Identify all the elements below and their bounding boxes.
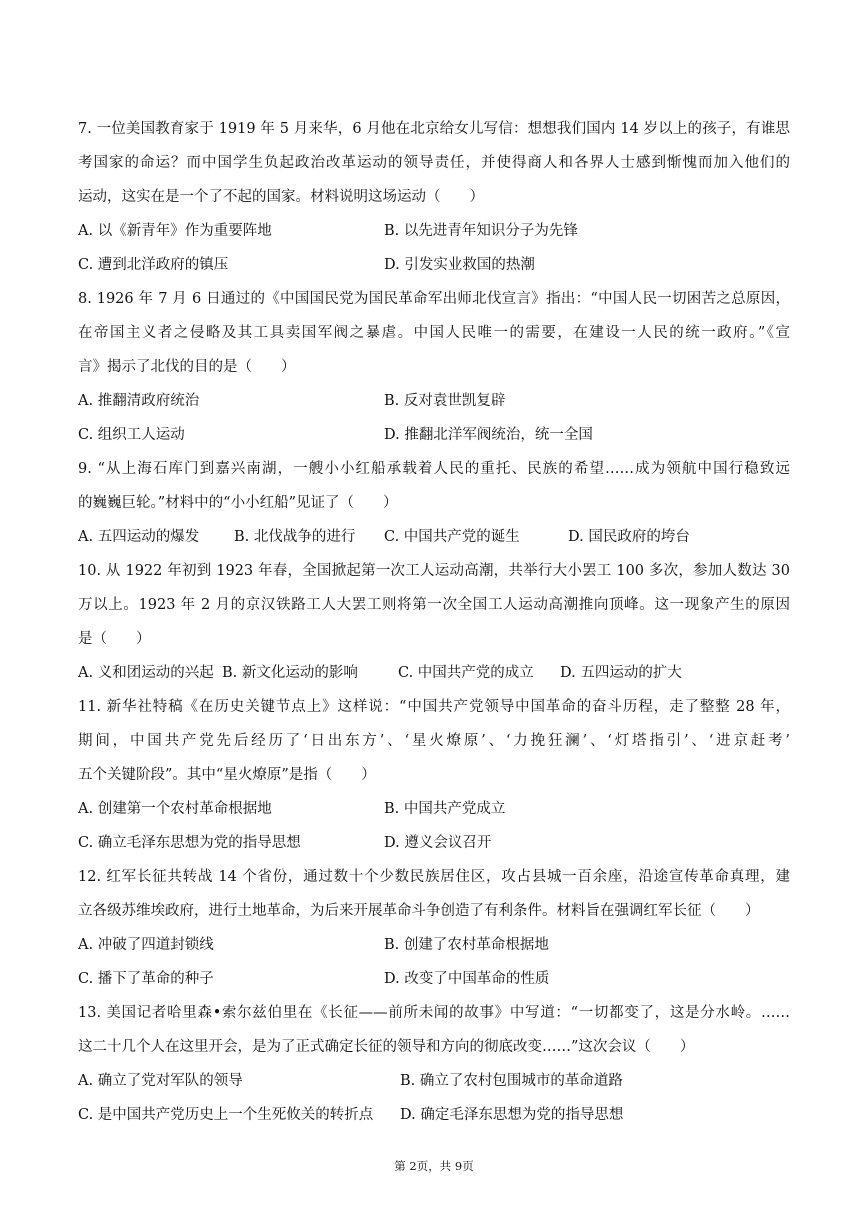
option-row: [78, 214, 790, 248]
option-a: A. 以《新青年》作为重要阵地: [78, 223, 272, 239]
question-13: [78, 996, 790, 1132]
option-a: A. 五四运动的爆发: [78, 529, 200, 545]
option-b: B. 确立了农村包围城市的革命道路: [400, 1073, 623, 1089]
question-text-line: 是（ ）: [78, 631, 151, 647]
option-d: D. 五四运动的扩大: [560, 665, 682, 681]
question-text-line: 11. 新华社特稿《在历史关键节点上》这样说：“中国共产党领导中国革命的奋斗历程，走了整整 28 年，: [78, 699, 790, 715]
question-9: [78, 452, 790, 554]
question-text-line: 8. 1926 年 7 月 6 日通过的《中国国民党为国民革命军出师北伐宣言》指出：“中国人民一切困苦之总原因，: [78, 291, 790, 307]
page-number-footer: 第 2页，共 9页: [394, 1159, 474, 1173]
option-row: [78, 384, 790, 418]
question-8: [78, 282, 790, 452]
option-row: [78, 962, 790, 996]
option-c: C. 中国共产党的成立: [398, 665, 534, 681]
option-b: B. 创建了农村革命根据地: [384, 937, 549, 953]
option-a: A. 创建第一个农村革命根据地: [78, 801, 272, 817]
question-text-line: 的巍巍巨轮。”材料中的“小小红船”见证了（ ）: [78, 495, 398, 511]
question-12: [78, 860, 790, 996]
question-text-line: 9. “从上海石库门到嘉兴南湖，一艘小小红船承载着人民的重托、民族的希望……成为领航中国行稳致远: [78, 461, 790, 477]
question-text-line: 12. 红军长征共转战 14 个省份，通过数十个少数民族居住区，攻占县城一百余座，沿途宣传革命真理，建: [78, 869, 790, 885]
option-a: A. 推翻清政府统治: [78, 393, 200, 409]
option-c: C. 中国共产党的诞生: [384, 529, 520, 545]
option-row: [78, 1098, 790, 1132]
question-text-line: 7. 一位美国教育家于 1919 年 5 月来华，6 月他在北京给女儿写信：想想我们国内 14 岁以上的孩子，有谁思: [78, 121, 790, 137]
option-row: [78, 248, 790, 282]
option-b: B. 中国共产党成立: [384, 801, 506, 817]
question-10: [78, 554, 790, 690]
question-text-line: 13. 美国记者哈里森•索尔兹伯里在《长征——前所未闻的故事》中写道：“一切都变了，这是分水岭。……: [78, 1005, 790, 1021]
question-text-line: 言》揭示了北伐的目的是（ ）: [78, 359, 296, 375]
option-a: A. 义和团运动的兴起: [78, 665, 214, 681]
question-text-line: 运动，这实在是一个了不起的国家。材料说明这场运动（ ）: [78, 189, 484, 205]
question-text-line: 这二十几个人在这里开会，是为了正式确定长征的领导和方向的彻底改变……”这次会议（ ）: [78, 1039, 695, 1055]
option-c: C. 确立毛泽东思想为党的指导思想: [78, 835, 301, 851]
option-a: A. 冲破了四道封锁线: [78, 937, 214, 953]
option-b: B. 反对袁世凯复辟: [384, 393, 506, 409]
option-c: C. 遭到北洋政府的镇压: [78, 257, 229, 273]
option-c: C. 是中国共产党历史上一个生死攸关的转折点: [78, 1107, 374, 1123]
option-d: D. 引发实业救国的热潮: [384, 257, 535, 273]
option-b: B. 北伐战争的进行: [234, 529, 356, 545]
option-row: [78, 418, 790, 452]
option-row: [78, 1064, 790, 1098]
question-text-line: 万以上。1923 年 2 月的京汉铁路工人大罢工则将第一次全国工人运动高潮推向顶峰。这一现象产生的原因: [78, 597, 790, 613]
question-11: [78, 690, 790, 860]
option-row: [78, 928, 790, 962]
question-text-line: 考国家的命运？而中国学生负起政治改革运动的领导责任，并使得商人和各界人士感到惭愧而加入他们的: [78, 155, 790, 171]
option-row: [78, 520, 790, 554]
option-row: [78, 656, 790, 690]
option-d: D. 确定毛泽东思想为党的指导思想: [400, 1107, 624, 1123]
option-c: C. 组织工人运动: [78, 427, 185, 443]
question-text-line: 10. 从 1922 年初到 1923 年春，全国掀起第一次工人运动高潮，共举行大小罢工 100 多次，参加人数达 30: [78, 563, 790, 579]
option-row: [78, 826, 790, 860]
option-d: D. 改变了中国革命的性质: [384, 971, 550, 987]
question-text-line: 期间，中国共产党先后经历了‘日出东方’、‘星火燎原’、‘力挽狂澜’、‘灯塔指引’、‘进京赶考’: [78, 733, 790, 749]
option-d: D. 遵义会议召开: [384, 835, 492, 851]
question-text-line: 五个关键阶段”。其中“星火燎原”是指（ ）: [78, 767, 376, 783]
option-row: [78, 792, 790, 826]
option-a: A. 确立了党对军队的领导: [78, 1073, 243, 1089]
option-d: D. 国民政府的垮台: [568, 529, 690, 545]
question-7: [78, 112, 790, 282]
option-b: B. 新文化运动的影响: [222, 665, 358, 681]
option-b: B. 以先进青年知识分子为先锋: [384, 223, 578, 239]
questions-area: [78, 112, 790, 1132]
question-text-line: 立各级苏维埃政府，进行土地革命，为后来开展革命斗争创造了有利条件。材料旨在强调红军长征（ ）: [78, 903, 760, 919]
question-text-line: 在帝国主义者之侵略及其工具卖国军阀之暴虐。中国人民唯一的需要，在建设一人民的统一政府。”《宣: [78, 325, 790, 341]
option-d: D. 推翻北洋军阀统治，统一全国: [384, 427, 593, 443]
option-c: C. 播下了革命的种子: [78, 971, 214, 987]
